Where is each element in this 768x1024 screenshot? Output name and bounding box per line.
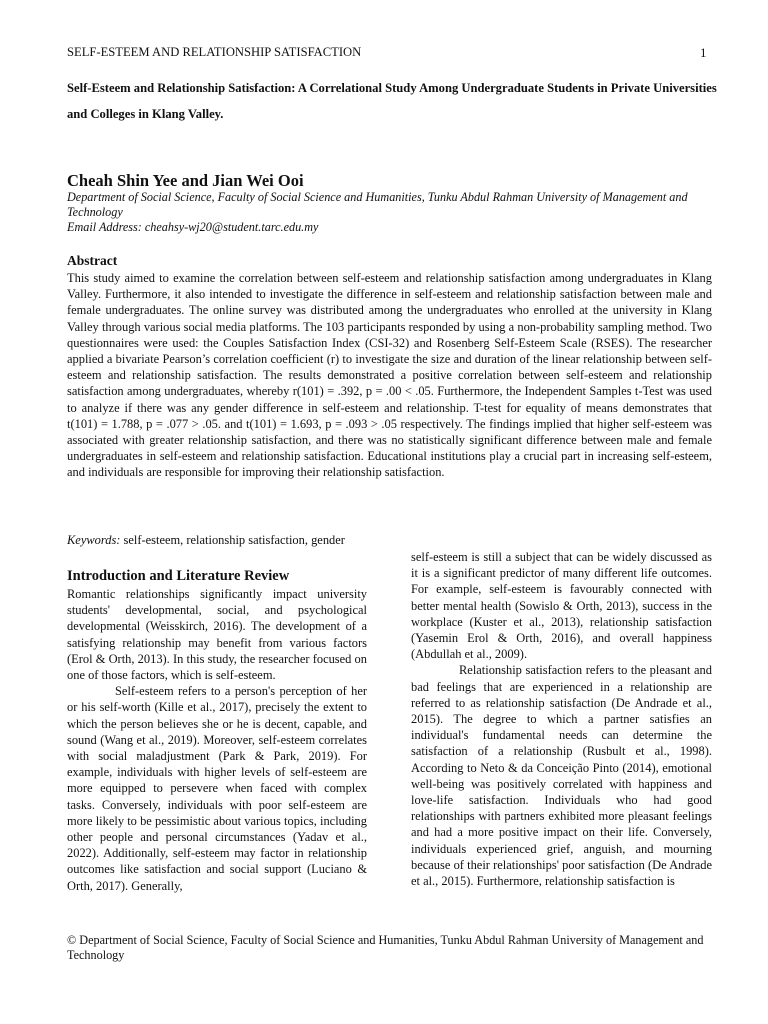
right-column [411,549,712,889]
abstract-text: This study aimed to examine the correlation between self-esteem and relationship satisfaction among undergraduates in Klang Valley. Furthermore, it also intended to investigate the difference in self-esteem and relationship satisfaction between male and female undergraduates. The online survey was distributed among the undergraduates who enrolled at the university in Klang Valley through various social media platforms. The 103 participants responded by using a non-probability sampling method. Two questionnaires were used: the Couples Satisfaction Index (CSI-32) and Rosenberg Self-Esteem Scale (RSES). The researcher applied a bivariate Pearson’s correlation coefficient (r) to investigate the size and duration of the linear relationship between self-esteem and relationship satisfaction. The results demonstrated a positive correlation between self-esteem and relationship satisfaction among undergraduates, whereby r(101) = .392, p = .00 < .05. Furthermore, the Independent Samples t-Test was used to analyze if there was any gender difference in self-esteem and relationship. T-test for equality of means demonstrates that t(101) = 1.788, p = .077 > .05. and t(101) = 1.693, p = .093 > .05 respectively. The findings implied that higher self-esteem was associated with greater relationship satisfaction, and there was no statistically significant difference between male and female undergraduates in self-esteem and relationship satisfaction. Educational institutions play a crucial part in increasing self-esteem, and individuals are responsible for improving their relationship satisfaction. [67,271,712,480]
keywords-label: Keywords: [67,533,121,547]
running-head: SELF-ESTEEM AND RELATIONSHIP SATISFACTION [67,45,362,59]
affiliation: Department of Social Science, Faculty of Social Science and Humanities, Tunku Abdul Rahman University of Management and Technology [67,190,688,219]
paragraph: Self-esteem refers to a person's perception of her or his self-worth (Kille et al., 2017), precisely the extent to which the person believes she or he is decent, capable, and sound (Wang et al., 2019). Moreover, self-esteem correlates with social maladjustment (Park & Park, 2019). For example, individuals with higher levels of self-esteem are more equipped to persevere when faced with complex tasks. Conversely, individuals with poor self-esteem are more likely to be pessimistic about various topics, including other people and personal circumstances (Yadav et al., 2022). Additionally, self-esteem may factor in relationship outcomes like satisfaction and social support (Luciano & Orth, 2017). Generally, [67,684,367,893]
authors: Cheah Shin Yee and Jian Wei Ooi [67,171,304,190]
keywords [67,533,397,548]
paragraph: self-esteem is still a subject that can be widely discussed as it is a significant predictor of many different life outcomes. For example, self-esteem is favourably connected with better mental health (Sowislo & Orth, 2013), success in the workplace (Kuster et al., 2013), relationship satisfaction (Yasemin Erol & Orth, 2016), and overall happiness (Abdullah et al., 2009). [411,550,712,662]
section-heading: Introduction and Literature Review [67,568,290,584]
abstract-heading: Abstract [67,253,118,268]
left-column [67,586,367,894]
paragraph: Relationship satisfaction refers to the pleasant and bad feelings that are experienced in a relationship are referred to as relationship satisfaction (De Andrade et al., 2015). The degree to which a partner satisfies an individual's fundamental needs can determine the satisfaction of a relationship (Rusbult et al., 1998). According to Neto & da Conceição Pinto (2014), emotional well-being was positively correlated with happiness and love-life satisfaction. Individuals who had good relationships with partners exhibited more pleasant feelings and had a more positive impact on their life. Conversely, individuals experienced grief, anguish, and mourning because of their relationships' poor satisfaction (De Andrade et al., 2015). Furthermore, relationship satisfaction is [411,663,712,889]
paragraph: Romantic relationships significantly impact university students' developmental, social, and psychological developmental (Weisskirch, 2016). The development of a satisfying relationship may benefit from various factors (Erol & Orth, 2013). In this study, the researcher focused on one of those factors, which is self-esteem. [67,587,367,683]
copyright-footer: © Department of Social Science, Faculty of Social Science and Humanities, Tunku Abdul Rahman University of Management and Technology [67,933,704,962]
author-email: Email Address: cheahsy-wj20@student.tarc.edu.my [67,220,319,234]
page-number: 1 [700,45,707,60]
keywords-text: self-esteem, relationship satisfaction, gender [120,533,345,547]
paper-title: Self-Esteem and Relationship Satisfaction: A Correlational Study Among Undergraduate Students in Private Universities and Colleges in Klang Valley. [67,81,717,121]
